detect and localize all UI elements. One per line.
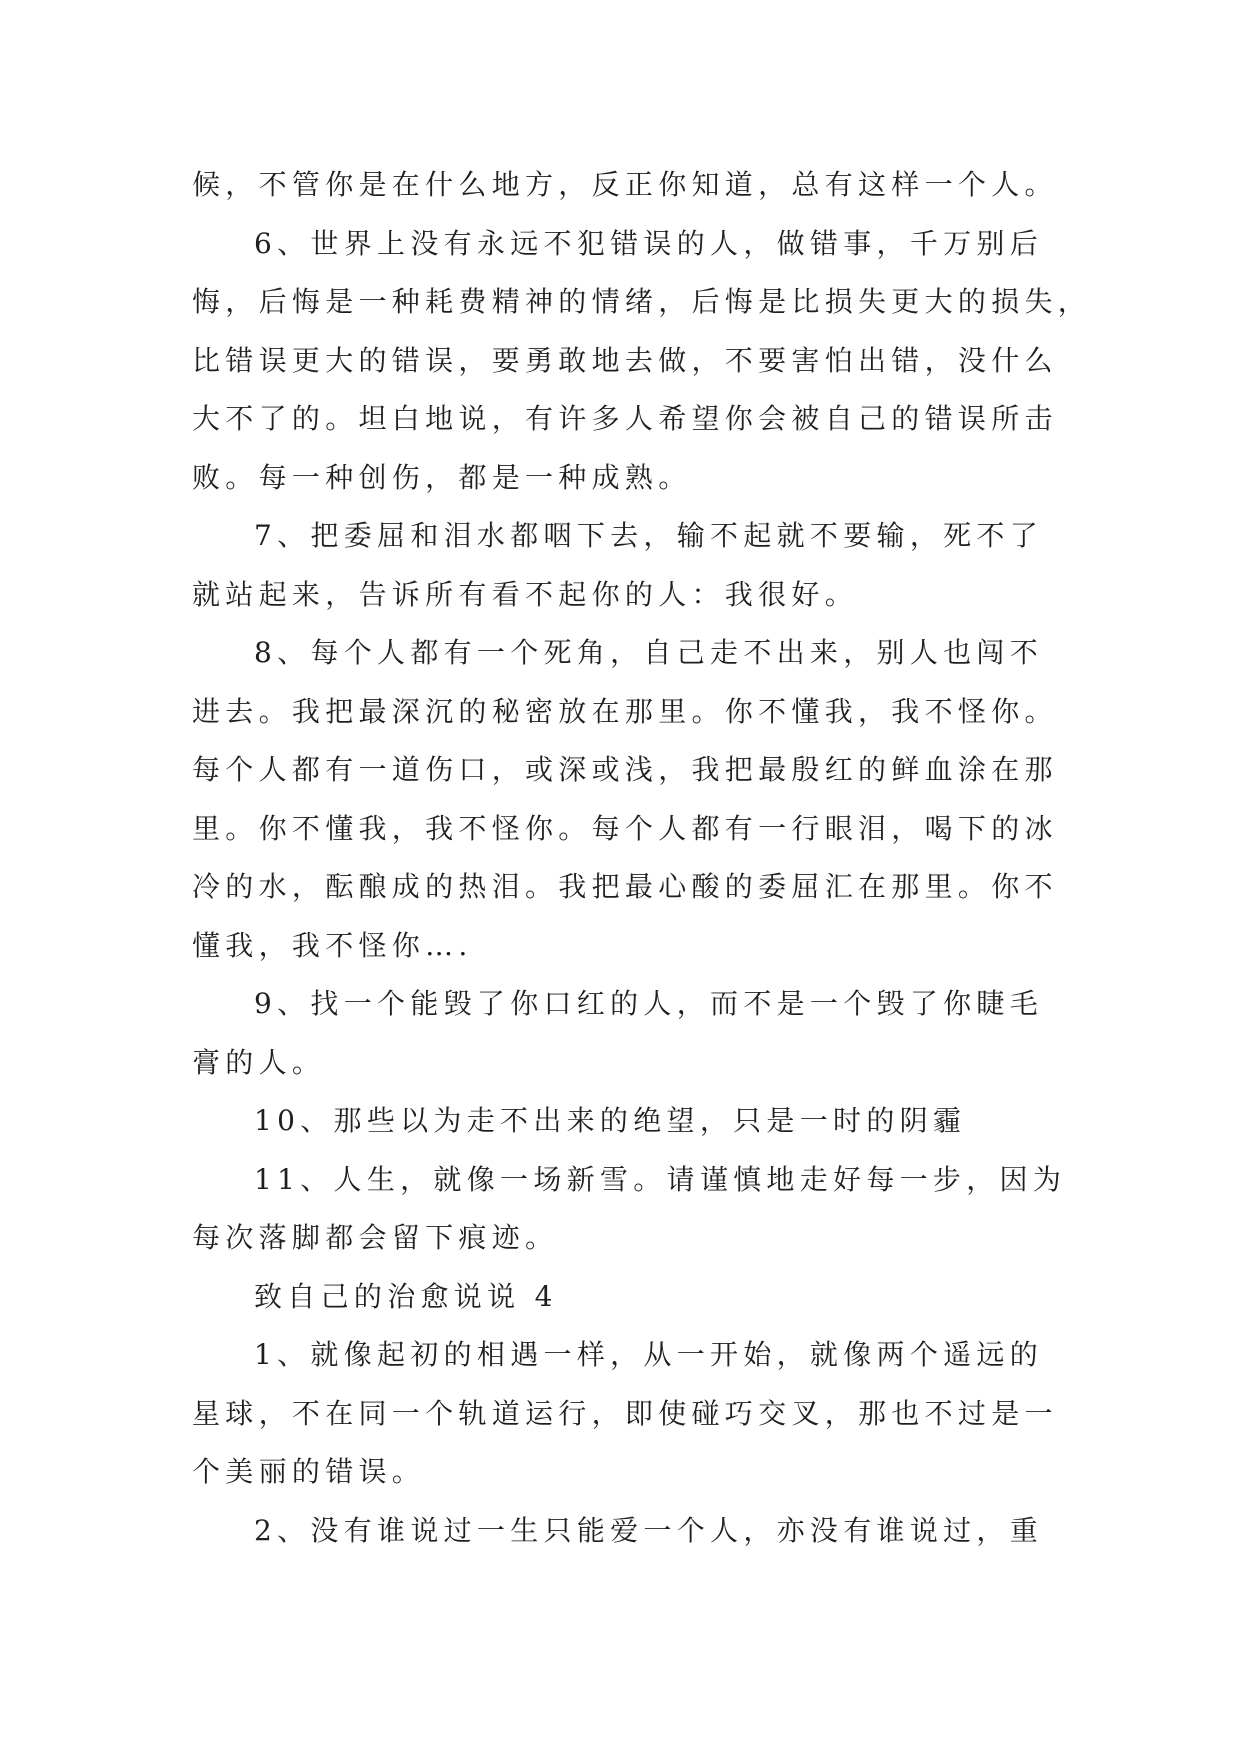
text-line: 冷的水，酝酿成的热泪。我把最心酸的委屈汇在那里。你不 [192, 870, 1058, 903]
text-line: 10、那些以为走不出来的绝望，只是一时的阴霾 [254, 1104, 967, 1137]
text-line: 星球，不在同一个轨道运行，即使碰巧交叉，那也不过是一 [192, 1396, 1058, 1430]
text-line: 膏的人。 [192, 1045, 326, 1079]
text-line: 候，不管你是在什么地方，反正你知道，总有这样一个人。 [192, 168, 1058, 201]
text-line: 7、把委屈和泪水都咽下去，输不起就不要输，死不了 [254, 519, 1044, 552]
text-line: 进去。我把最深沉的秘密放在那里。你不懂我，我不怪你。 [192, 694, 1058, 728]
text-line: 比错误更大的错误，要勇敢地去做，不要害怕出错，没什么 [192, 343, 1058, 377]
document-body [192, 156, 1092, 1560]
text-line: 9、找一个能毁了你口红的人，而不是一个毁了你睫毛 [254, 987, 1044, 1020]
text-line: 大不了的。坦白地说，有许多人希望你会被自己的错误所击 [192, 402, 1058, 435]
text-line: 1、就像起初的相遇一样，从一开始，就像两个遥远的 [254, 1338, 1044, 1371]
text-line: 每个人都有一道伤口，或深或浅，我把最殷红的鲜血涂在那 [192, 753, 1058, 786]
text-line: 就站起来，告诉所有看不起你的人：我很好。 [192, 577, 859, 611]
text-line: 致自己的治愈说说 4 [254, 1279, 558, 1313]
text-line: 败。每一种创伤，都是一种成熟。 [192, 460, 692, 494]
text-line: 懂我，我不怪你…. [192, 928, 473, 962]
text-line: 6、世界上没有永远不犯错误的人，做错事，千万别后 [254, 226, 1044, 260]
text-line: 8、每个人都有一个死角，自己走不出来，别人也闯不 [254, 636, 1044, 669]
text-line: 个美丽的错误。 [192, 1455, 426, 1488]
text-line: 悔，后悔是一种耗费精神的情绪，后悔是比损失更大的损失， [192, 285, 1092, 318]
text-line: 每次落脚都会留下痕迹。 [192, 1221, 559, 1254]
text-line: 11、人生，就像一场新雪。请谨慎地走好每一步，因为 [254, 1162, 1067, 1196]
text-line: 2、没有谁说过一生只能爱一个人，亦没有谁说过，重 [254, 1513, 1044, 1547]
text-line: 里。你不懂我，我不怪你。每个人都有一行眼泪，喝下的冰 [192, 811, 1058, 845]
